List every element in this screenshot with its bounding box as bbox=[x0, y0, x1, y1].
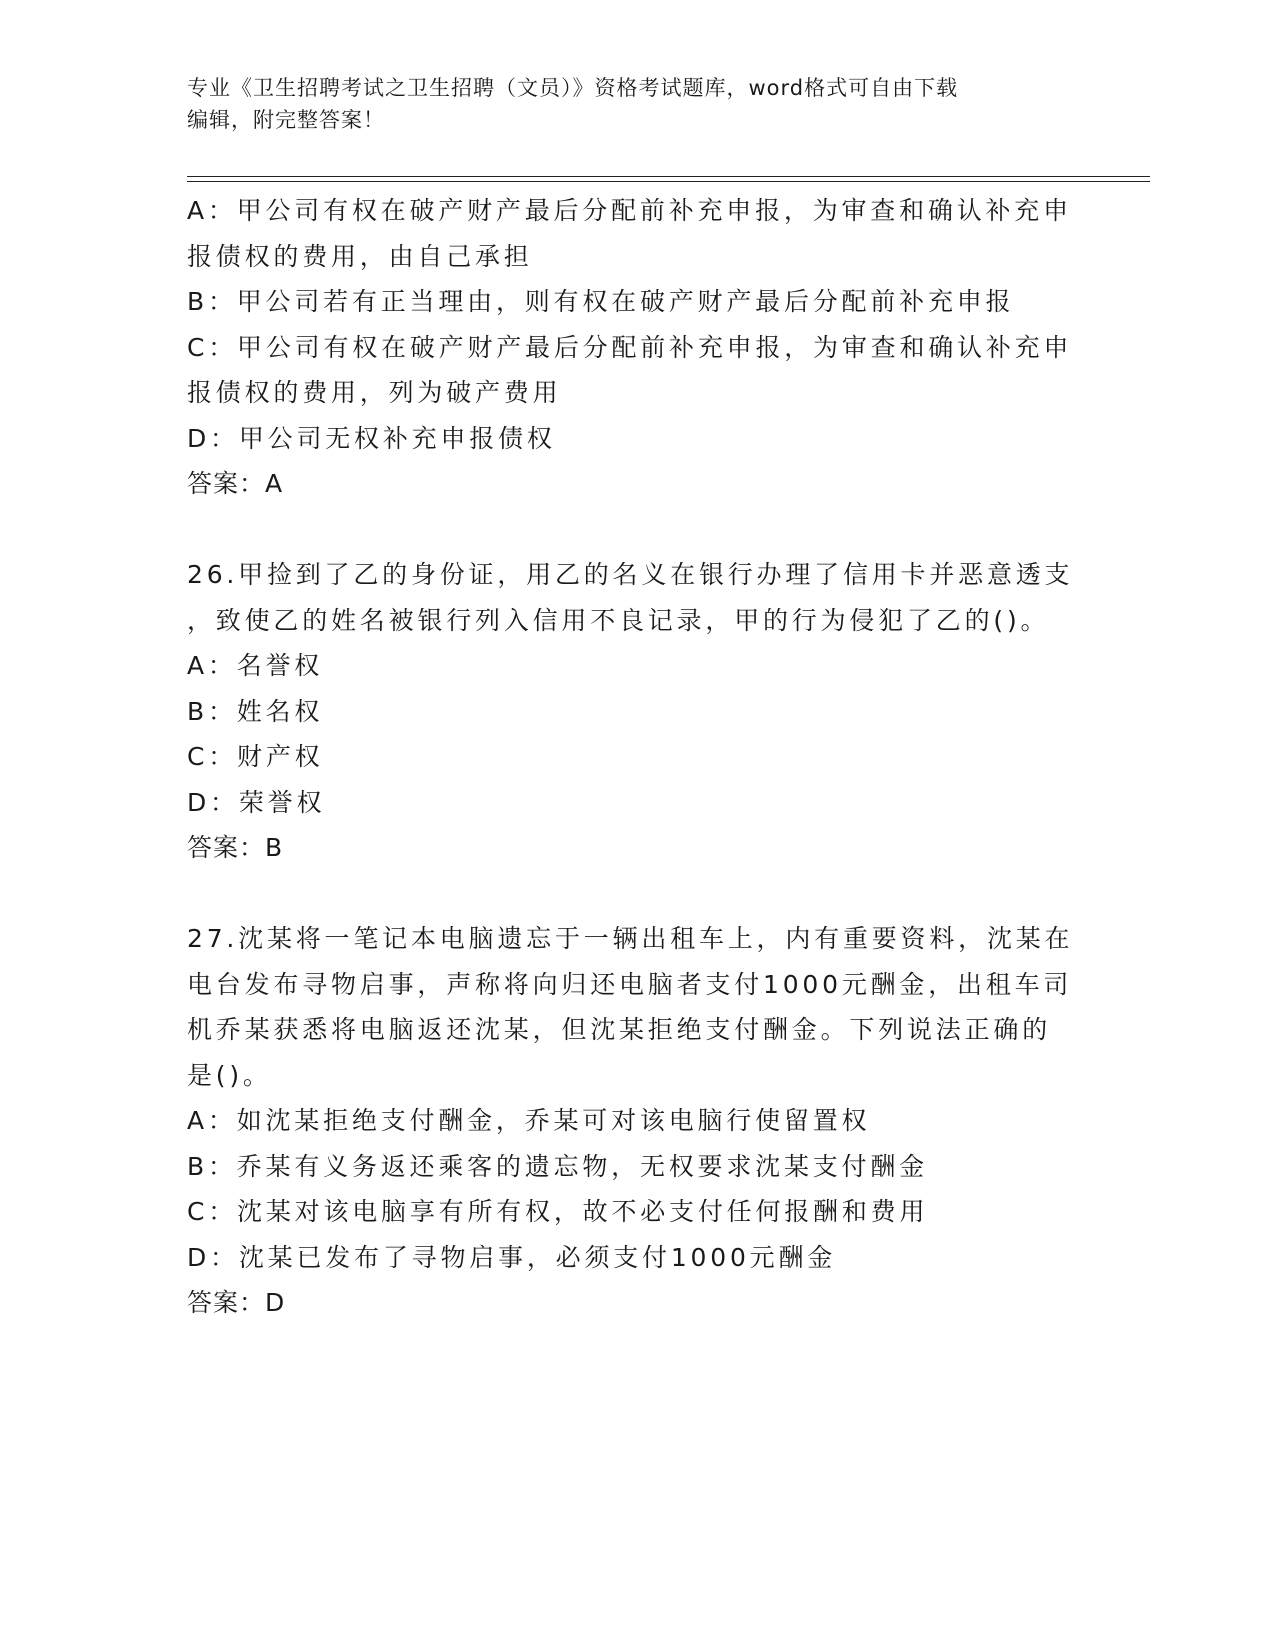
question-27 bbox=[187, 916, 1087, 1326]
spacer bbox=[187, 871, 1087, 917]
option-b: B：姓名权 bbox=[187, 696, 324, 726]
option-d: D：荣誉权 bbox=[187, 787, 326, 817]
answer-25: 答案：A bbox=[187, 469, 284, 498]
option-d: D：沈某已发布了寻物启事，必须支付1000元酬金 bbox=[187, 1242, 837, 1272]
question-stem-line-1: 26.甲捡到了乙的身份证，用乙的名义在银行办理了信用卡并恶意透支 bbox=[187, 560, 1074, 589]
option-a: A：名誉权 bbox=[187, 651, 324, 680]
header-divider-bottom bbox=[187, 181, 1150, 182]
spacer bbox=[187, 507, 1087, 553]
question-26 bbox=[187, 552, 1087, 871]
answer-26: 答案：B bbox=[187, 833, 284, 862]
option-a-line-2: 报债权的费用，由自己承担 bbox=[187, 241, 533, 271]
answer-27: 答案：D bbox=[187, 1288, 286, 1317]
option-c-line-1: C：甲公司有权在破产财产最后分配前补充申报，为审查和确认补充申 bbox=[187, 332, 1073, 362]
document-header bbox=[187, 72, 1087, 136]
option-c: C：沈某对该电脑享有所有权，故不必支付任何报酬和费用 bbox=[187, 1197, 929, 1226]
question-stem-line-2: 电台发布寻物启事，声称将向归还电脑者支付1000元酬金，出租车司 bbox=[187, 969, 1073, 999]
header-line-1: 专业《卫生招聘考试之卫生招聘（文员）》资格考试题库，word格式可自由下载 bbox=[187, 76, 959, 100]
option-a: A：如沈某拒绝支付酬金，乔某可对该电脑行使留置权 bbox=[187, 1106, 871, 1135]
question-stem-line-1: 27.沈某将一笔记本电脑遗忘于一辆出租车上，内有重要资料，沈某在 bbox=[187, 924, 1074, 953]
option-a-line-1: A：甲公司有权在破产财产最后分配前补充申报，为审查和确认补充申 bbox=[187, 196, 1072, 225]
question-content bbox=[187, 188, 1087, 1326]
option-c-line-2: 报债权的费用，列为破产费用 bbox=[187, 378, 562, 407]
option-b: B：甲公司若有正当理由，则有权在破产财产最后分配前补充申报 bbox=[187, 287, 1015, 316]
question-stem-line-2: ，致使乙的姓名被银行列入信用不良记录，甲的行为侵犯了乙的()。 bbox=[187, 605, 1050, 635]
question-stem-line-3: 机乔某获悉将电脑返还沈某，但沈某拒绝支付酬金。下列说法正确的 bbox=[187, 1015, 1052, 1044]
question-25-options bbox=[187, 188, 1087, 507]
header-divider-top bbox=[187, 176, 1150, 177]
question-stem-line-4: 是()。 bbox=[187, 1060, 272, 1090]
option-c: C：财产权 bbox=[187, 742, 324, 771]
header-line-2: 编辑，附完整答案！ bbox=[187, 108, 385, 132]
option-d: D：甲公司无权补充申报债权 bbox=[187, 423, 556, 453]
option-b: B：乔某有义务返还乘客的遗忘物，无权要求沈某支付酬金 bbox=[187, 1151, 928, 1181]
